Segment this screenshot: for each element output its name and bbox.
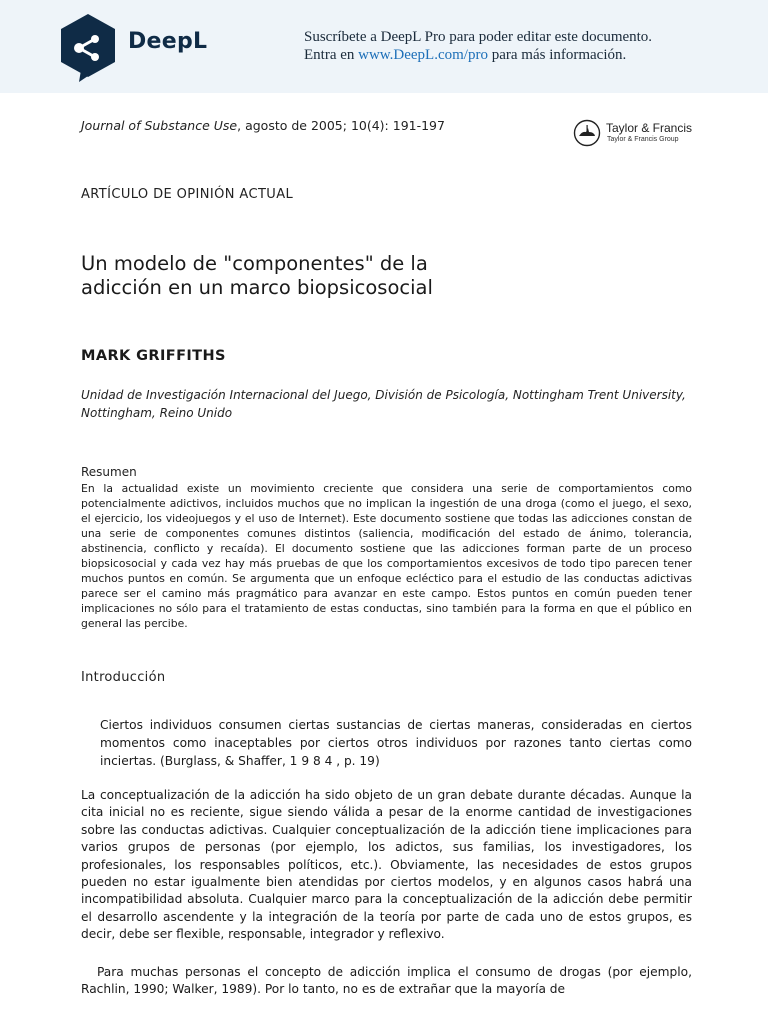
journal-details: , agosto de 2005; 10(4): 191-197 — [237, 118, 445, 133]
upgrade-notice-line2 — [304, 46, 652, 64]
opening-quote: Ciertos individuos consumen ciertas sustancias de ciertas maneras, consideradas en ciertos momentos como inaceptables por ciertos otros individuos por razones tanto ciertas como inciertas. (Burglass, & Shaffer, 1 9 8 4 , p. 19) — [100, 718, 692, 768]
publisher-group: Taylor & Francis Group — [607, 136, 679, 143]
article-title — [81, 252, 541, 300]
deepl-brand-name: DeepL — [128, 29, 208, 54]
journal-citation — [81, 118, 445, 133]
journal-name: Journal of Substance Use — [81, 118, 238, 133]
introduction-heading: Introducción — [81, 670, 166, 685]
upgrade-notice — [304, 28, 652, 64]
author-affiliation: Unidad de Investigación Internacional del Juego, División de Psicología, Nottingham Trent University, Nottingham, Reino Unido — [81, 388, 686, 420]
body-paragraph: La conceptualización de la adicción ha sido objeto de un gran debate durante décadas. Aunque la cita inicial no es reciente, sigue siendo válida a pesar de la enorme cantidad de investigaciones sobre las conductas adictivas. Cualquier conceptualización de la adicción tiene implicaciones para varios grupos de personas (por ejemplo, los adictos, sus familias, los investigadores, los profesionales, los responsables políticos, etc.). Obviamente, las necesidades de estos grupos pueden no estar igualmente bien atendidas por ciertos modelos, y en algunos casos habrá una incompatibilidad absoluta. Cualquier marco para la conceptualización de la adicción debe permitir el desarrollo ascendente y la integración de la teoría por parte de cada uno de estos grupos, es decir, debe ser flexible, responsable, integrador y reflexivo. — [81, 788, 692, 942]
article-title-line2: adicción en un marco biopsicosocial — [81, 276, 433, 299]
taylor-francis-logo-icon — [572, 119, 602, 147]
publisher-name: Taylor & Francis — [606, 121, 693, 135]
upgrade-prefix: Entra en — [304, 47, 359, 63]
deepl-logo-icon[interactable] — [57, 12, 119, 82]
upgrade-suffix: para más información. — [487, 47, 627, 63]
article-title-line1: Un modelo de "componentes" de la — [81, 252, 428, 275]
article-section-label: ARTÍCULO DE OPINIÓN ACTUAL — [81, 187, 294, 202]
abstract-heading: Resumen — [81, 465, 137, 479]
body-paragraph: Para muchas personas el concepto de adicción implica el consumo de drogas (por ejemplo, Rachlin, 1990; Walker, 1989). Por lo tanto, no es de extrañar que la mayoría de — [81, 965, 692, 997]
deepl-pro-link[interactable]: www.DeepL.com/pro — [358, 47, 488, 63]
abstract-text: En la actualidad existe un movimiento creciente que considera una serie de comportamientos como potencialmente adictivos, incluidos muchos que no implican la ingestión de una droga (como el juego, el sexo, el ejercicio, los videojuegos y el uso de Internet). Este documento sostiene que todas las adicciones constan de una serie de componentes comunes distintos (saliencia, modificación del estado de ánimo, tolerancia, abstinencia, conflicto y recaída). El documento sostiene que las adicciones forman parte de un proceso biopsicosocial y cada vez hay más pruebas de que los comportamientos excesivos de todo tipo parecen tener muchos puntos en común. Se argumenta que un enfoque ecléctico para el estudio de las conductas adictivas parece ser el camino más pragmático para avanzar en este campo. Estos puntos en común pueden tener implicaciones no sólo para el tratamiento de estas conductas, sino también para la forma en que el público en general las percibe. — [81, 482, 692, 630]
article-author: MARK GRIFFITHS — [81, 348, 226, 364]
deepl-banner — [0, 0, 768, 93]
upgrade-notice-line1: Suscríbete a DeepL Pro para poder editar este documento. — [304, 29, 653, 45]
